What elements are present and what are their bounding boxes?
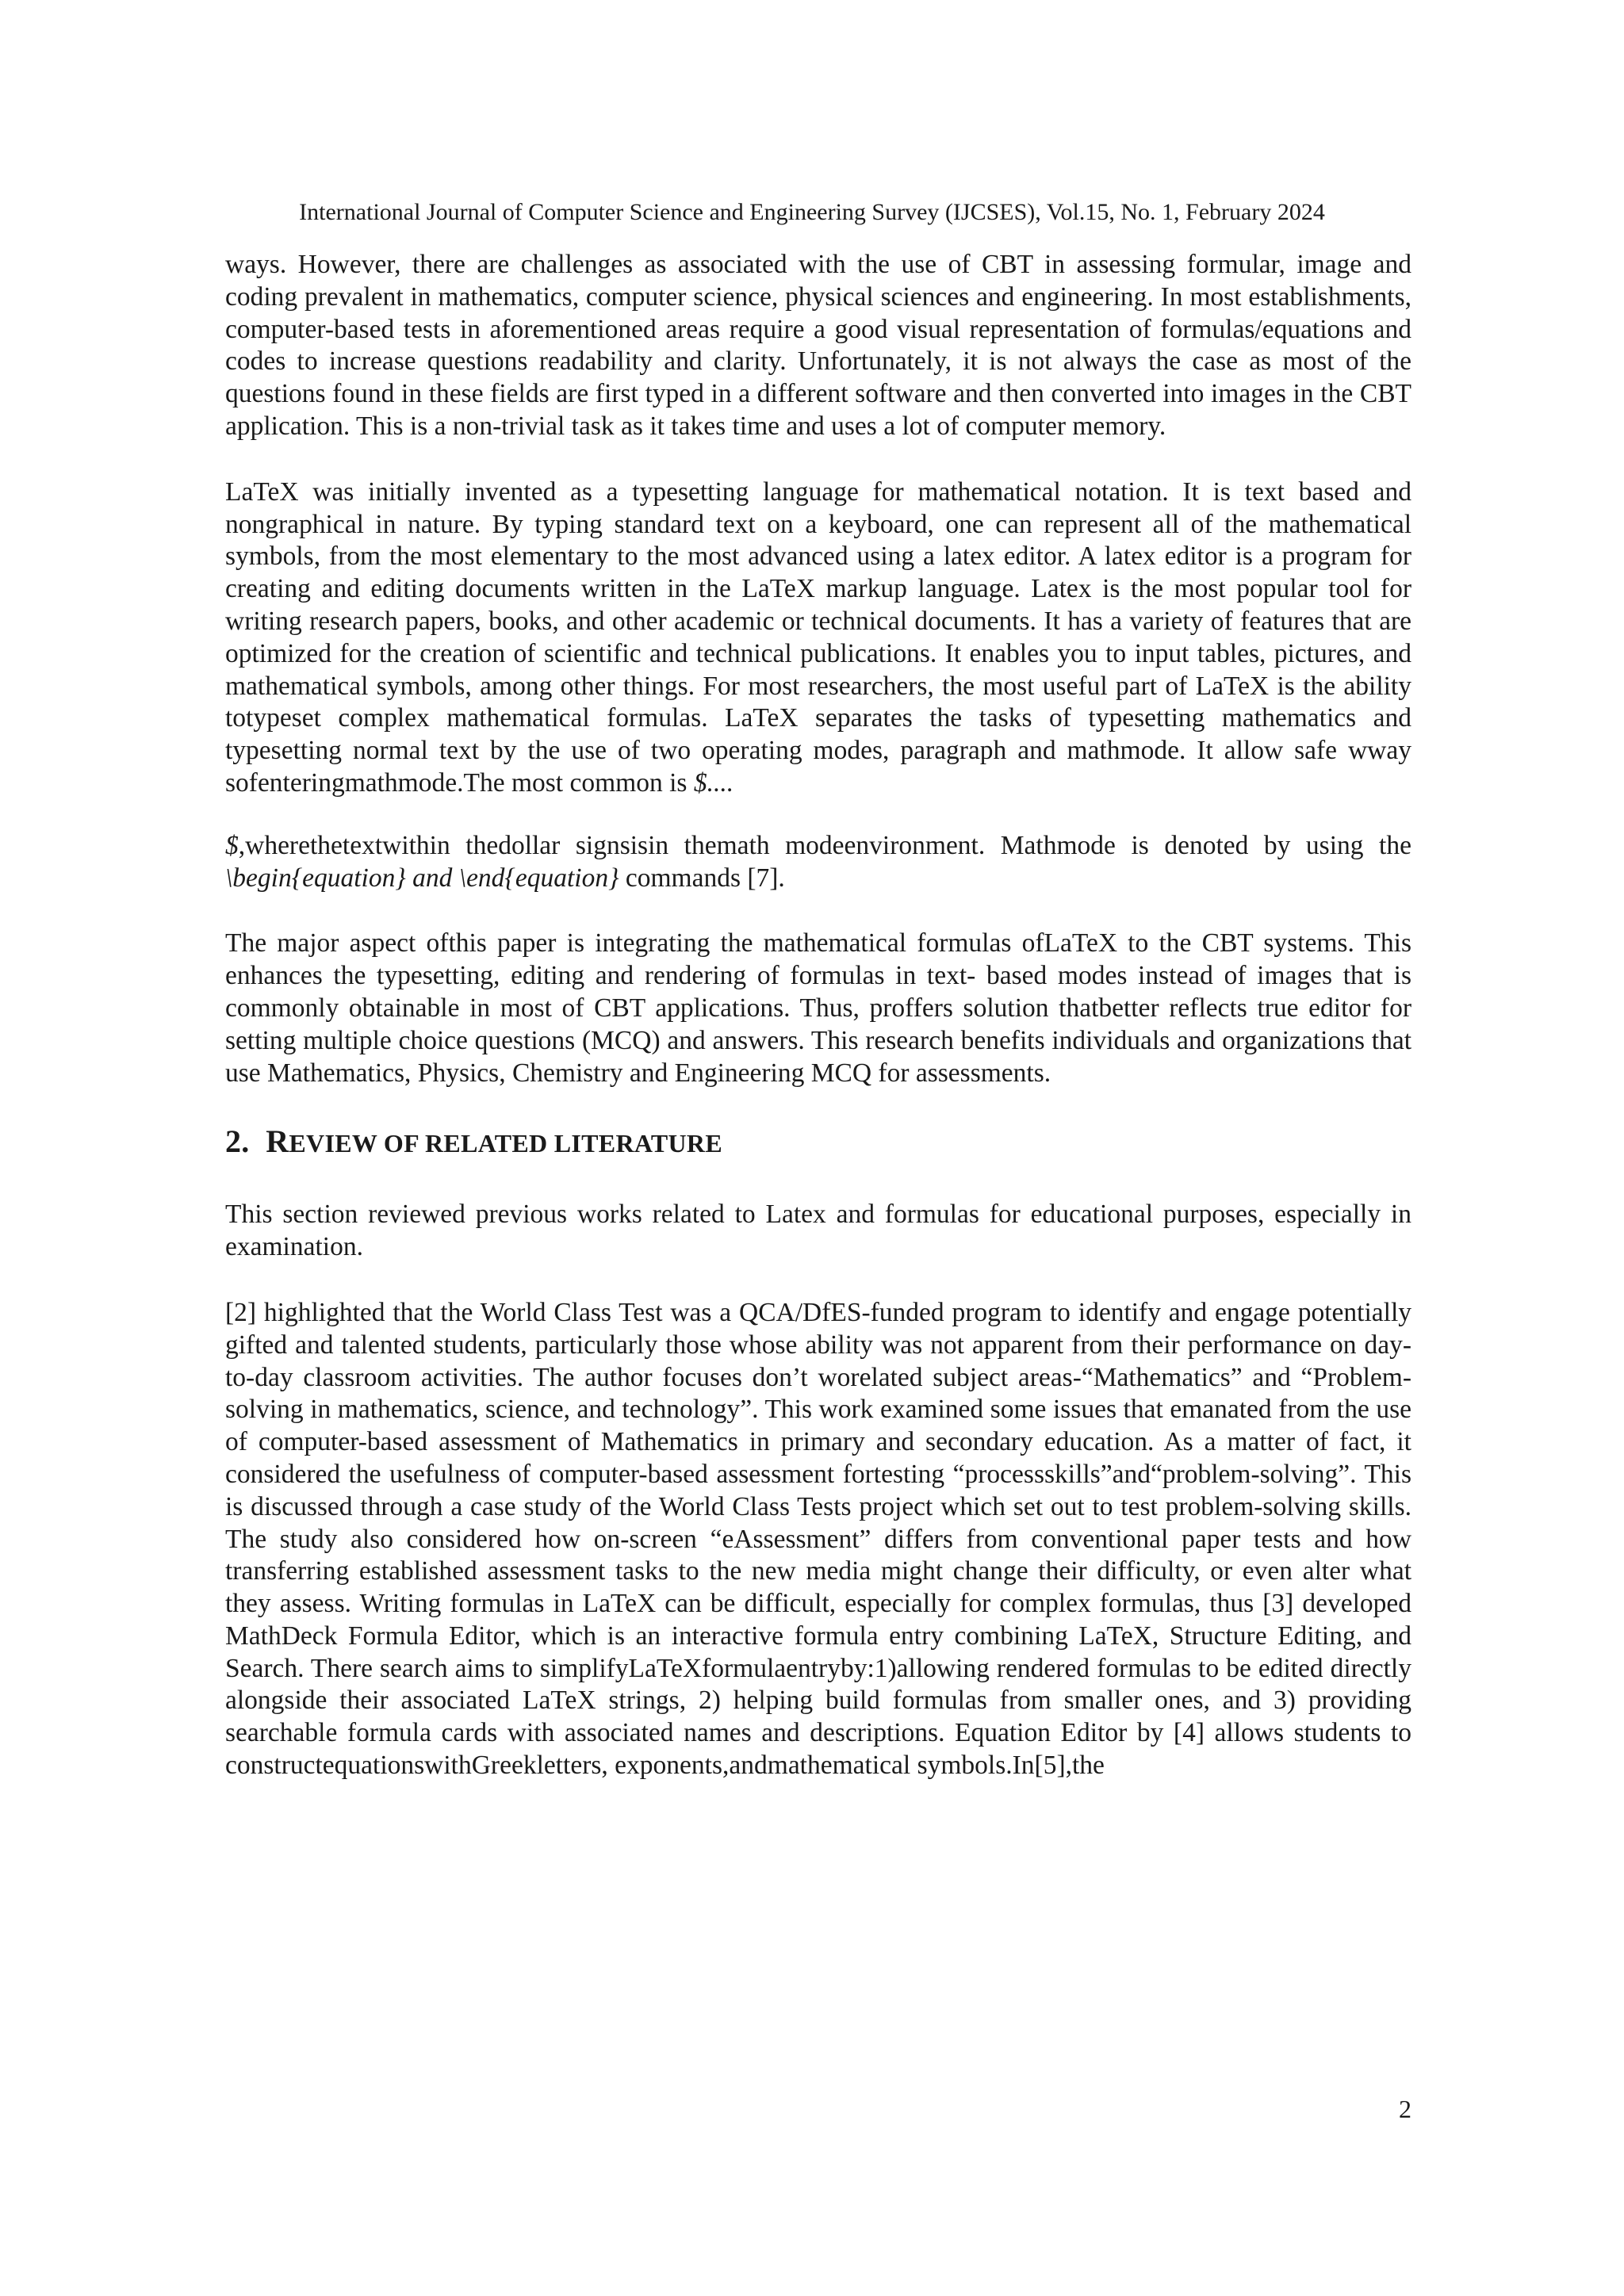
- paragraph-world-class-test: [2] highlighted that the World Class Test was a QCA/DfES-funded program to identify and engage potentially gifted and talented students, particularly those whose ability was not apparent from their performance on day-to-day classroom activities. The author focuses don’t worelated subject areas-“Mathematics” and “Problem-solving in mathematics, science, and technology”. This work examined some issues that emanated from the use of computer-based assessment of Mathematics in primary and secondary education. As a matter of fact, it considered the usefulness of computer-based assessment fortesting “processskills”and“problem-solving”. This is discussed through a case study of the World Class Tests project which set out to test problem-solving skills. The study also considered how on-screen “eAssessment” differs from conventional paper tests and how transferring established assessment tasks to the new media might change their difficulty, or even alter what they assess. Writing formulas in LaTeX can be difficult, especially for complex formulas, thus [3] developed MathDeck Formula Editor, which is an interactive formula entry combining LaTeX, Structure Editing, and Search. There search aims to simplifyLaTeXformulaentryby:1)allowing rendered formulas to be edited directly alongside their associated LaTeX strings, 2) helping build formulas from smaller ones, and 3) providing searchable formula cards with associated names and descriptions. Equation Editor by [4] allows students to constructequationswithGreekletters, exponents,andmathematical symbols.In[5],the: [225, 1297, 1411, 1781]
- paragraph-mathmode-text-b: commands [7].: [619, 863, 785, 893]
- paragraph-latex-intro-text: LaTeX was initially invented as a typesetting language for mathematical notation. It is text based and nongraphical in nature. By typing standard text on a keyboard, one can represent all of the mathematical symbols, from the most elementary to the most advanced using a latex editor. A latex editor is a program for creating and editing documents written in the LaTeX markup language. Latex is the most popular tool for writing research papers, books, and other academic or technical documents. It has a variety of features that are optimized for the creation of scientific and technical publications. It enables you to input tables, pictures, and mathematical symbols, among other things. For most researchers, the most useful part of LaTeX is the ability totypeset complex mathematical formulas. LaTeX separates the tasks of typesetting mathematics and typesetting normal text by the use of two operating modes, paragraph and mathmode. It allow safe wway sofenteringmathmode.The most common is: [225, 476, 1411, 798]
- body-column: [225, 249, 1411, 1816]
- section-title-initial: R: [266, 1123, 289, 1160]
- inline-math-commands: \begin{equation} and \end{equation}: [225, 863, 619, 893]
- paragraph-cbt-challenges: ways. However, there are challenges as associated with the use of CBT in assessing formular, image and coding prevalent in mathematics, computer science, physical sciences and engineering. In most establishments, computer-based tests in aforementioned areas require a good visual representation of formulas/equations and codes to increase questions readability and clarity. Unfortunately, it is not always the case as most of the questions found in these fields are first typed in a different software and then converted into images in the CBT application. This is a non-trivial task as it takes time and uses a lot of computer memory.: [225, 250, 1411, 441]
- inline-math-dollar: $....: [693, 767, 734, 798]
- section-title-rest: EVIEW OF RELATED LITERATURE: [289, 1129, 722, 1158]
- paragraph-section-intro: This section reviewed previous works related to Latex and formulas for educational purposes, especially in examination.: [225, 1200, 1411, 1262]
- paragraph-mathmode: [225, 830, 1411, 895]
- paragraph-mathmode-text-a: ,wherethetextwithin thedollar signsisin themath modeenvironment. Mathmode is denoted by using the: [238, 830, 1411, 860]
- section-heading: [225, 1123, 1411, 1162]
- section-number: 2.: [225, 1123, 250, 1160]
- paragraph-latex-intro: [225, 476, 1411, 800]
- running-header: International Journal of Computer Science and Engineering Survey (IJCSES), Vol.15, No. 1, February 2024: [299, 199, 1325, 225]
- paragraph-paper-aspect: The major aspect ofthis paper is integrating the mathematical formulas ofLaTeX to the CBT systems. This enhances the typesetting, editing and rendering of formulas in text- based modes instead of images that is commonly obtainable in most of CBT applications. Thus, proffers solution thatbetter reflects true editor for setting multiple choice questions (MCQ) and answers. This research benefits individuals and organizations that use Mathematics, Physics, Chemistry and Engineering MCQ for assessments.: [225, 928, 1411, 1088]
- inline-math-dollar-close: $: [225, 830, 239, 860]
- page-number: 2: [1399, 2095, 1411, 2123]
